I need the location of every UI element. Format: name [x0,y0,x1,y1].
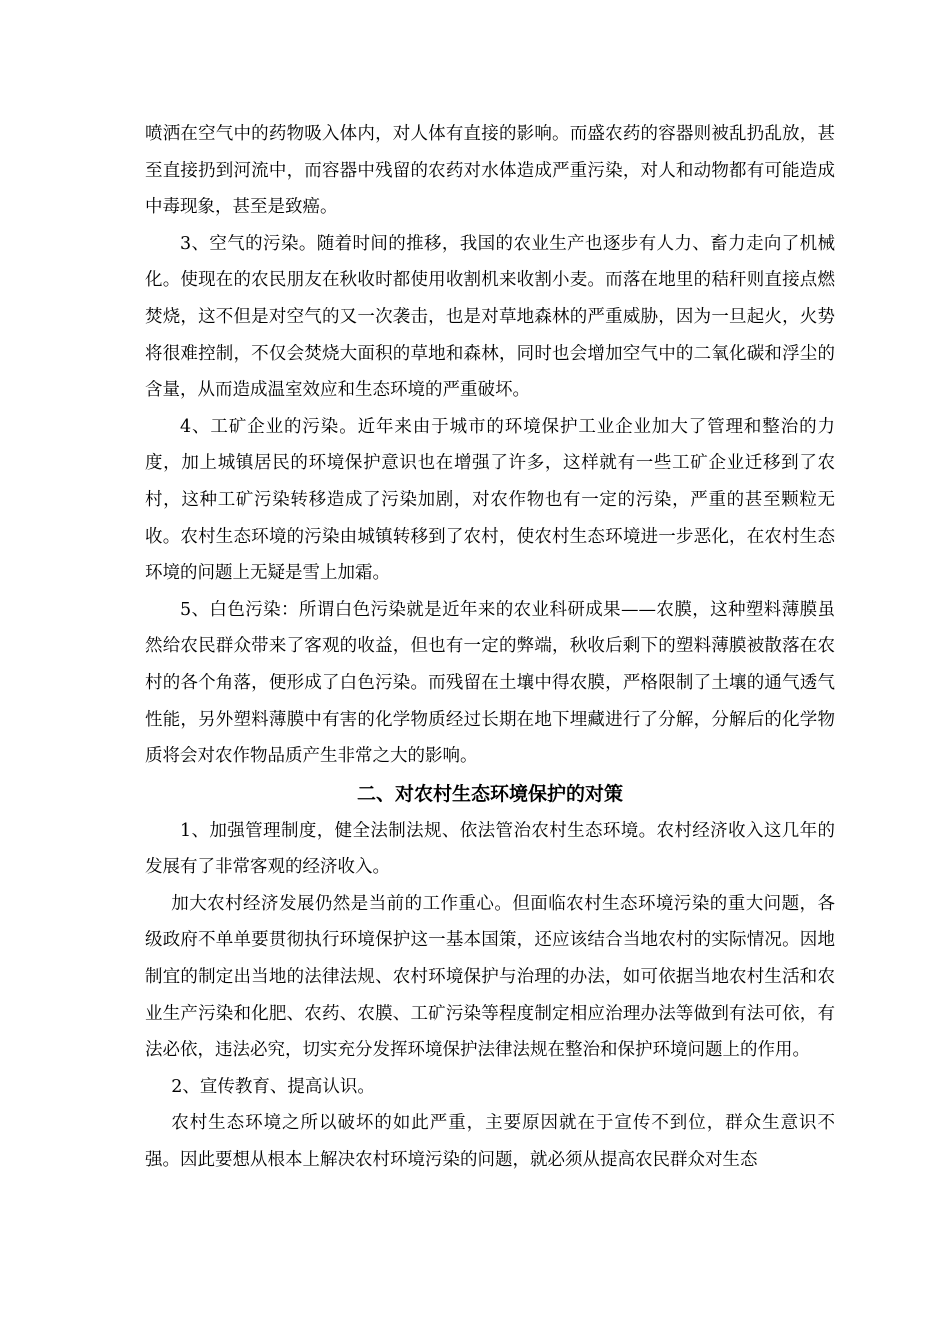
paragraph-education-title: 2、宣传教育、提高认识。 [171,1076,375,1097]
document-page [145,116,835,1179]
section-heading: 二、对农村生态环境保护的对策 [356,782,623,805]
paragraph-white-pollution: 5、白色污染：所谓白色污染就是近年来的农业科研成果——农膜，这种塑料薄膜虽然给农民群众带来了客观的收益，但也有一定的弊端，秋收后剩下的塑料薄膜被散落在农村的各个角落，便形成了白色污染。而残留在土壤中得农膜，严格限制了土壤的通气透气性能，另外塑料薄膜中有害的化学物质经过长期在地下埋藏进行了分解，分解后的化学物质将会对农作物品质产生非常之大的影响。 [145,599,835,767]
paragraph-education: 农村生态环境之所以破坏的如此严重，主要原因就在于宣传不到位，群众生意识不强。因此要想从根本上解决农村环境污染的问题，就必须从提高农民群众对生态 [145,1113,835,1171]
paragraph-pesticide-continued: 喷洒在空气中的药物吸入体内，对人体有直接的影响。而盛农药的容器则被乱扔乱放，甚至直接扔到河流中，而容器中残留的农药对水体造成严重污染，对人和动物都有可能造成中毒现象，甚至是致癌。 [145,124,835,218]
paragraph-economic-development: 加大农村经济发展仍然是当前的工作重心。但面临农村生态环境污染的重大问题，各级政府不单单要贯彻执行环境保护这一基本国策，还应该结合当地农村的实际情况。因地制宜的制定出当地的法律法规、农村环境保护与治理的办法，如可依据当地农村生活和农业生产污染和化肥、农药、农膜、工矿污染等程度制定相应治理办法等做到有法可依，有法必依，违法必究，切实充分发挥环境保护法律法规在整治和保护环境问题上的作用。 [145,893,835,1061]
paragraph-air-pollution: 3、空气的污染。随着时间的推移，我国的农业生产也逐步有人力、畜力走向了机械化。使现在的农民朋友在秋收时都使用收割机来收割小麦。而落在地里的秸秆则直接点燃焚烧，这不但是对空气的又一次袭击，也是对草地森林的严重威胁，因为一旦起火，火势将很难控制，不仅会焚烧大面积的草地和森林，同时也会增加空气中的二氧化碳和浮尘的含量，从而造成温室效应和生态环境的严重破坏。 [145,233,835,401]
paragraph-management-system: 1、加强管理制度，健全法制法规、依法管治农村生态环境。农村经济收入这几年的发展有了非常客观的经济收入。 [145,820,835,878]
paragraph-industrial-pollution: 4、工矿企业的污染。近年来由于城市的环境保护工业企业加大了管理和整治的力度，加上城镇居民的环境保护意识也在增强了许多，这样就有一些工矿企业迁移到了农村，这种工矿污染转移造成了污染加剧，对农作物也有一定的污染，严重的甚至颗粒无收。农村生态环境的污染由城镇转移到了农村，使农村生态环境进一步恶化，在农村生态环境的问题上无疑是雪上加霜。 [145,416,835,584]
